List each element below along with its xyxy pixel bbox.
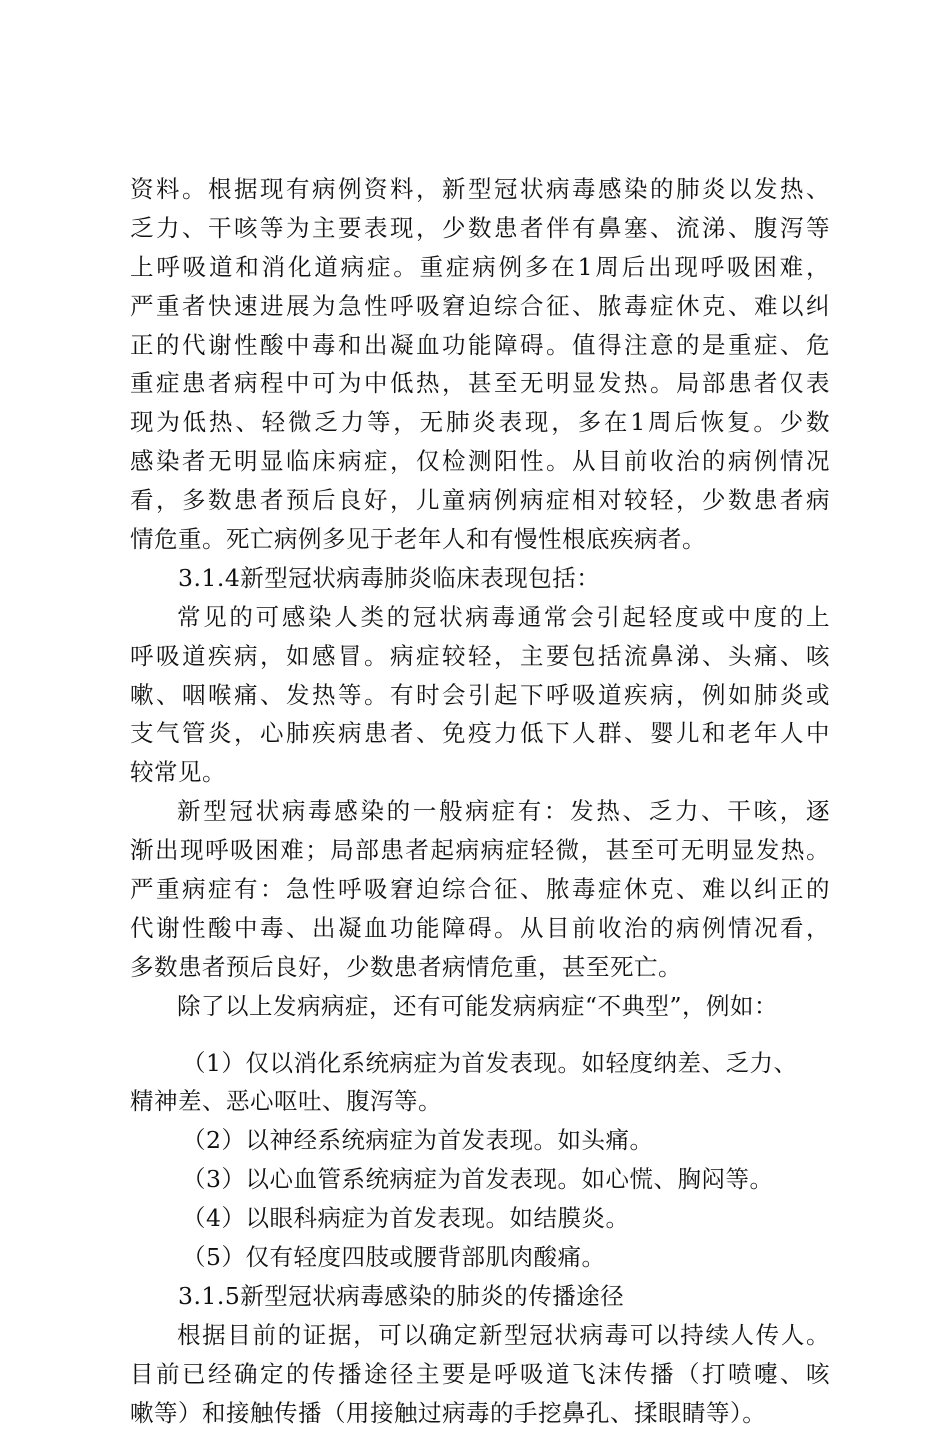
document-body (130, 170, 830, 1433)
text-line: 资料。根据现有病例资料，新型冠状病毒感染的肺炎以发热、 (130, 175, 830, 203)
text-line: 正的代谢性酸中毒和出凝血功能障碍。值得注意的是重症、危 (130, 330, 830, 359)
text-line: 多数患者预后良好，少数患者病情危重，甚至死亡。 (130, 952, 682, 981)
text-line: 呼吸道疾病，如感冒。病症较轻，主要包括流鼻涕、头痛、咳 (130, 641, 830, 670)
text-line: 支气管炎，心肺疾病患者、免疫力低下人群、婴儿和老年人中 (130, 719, 830, 748)
text-line: 严重者快速进展为急性呼吸窘迫综合征、脓毒症休克、难以纠 (130, 291, 830, 320)
list-item: （1）仅以消化系统病症为首发表现。如轻度纳差、乏力、 (182, 1048, 798, 1077)
text-line: 严重病症有：急性呼吸窘迫综合征、脓毒症休克、难以纠正的 (130, 875, 830, 904)
text-line: 目前已经确定的传播途径主要是呼吸道飞沫传播（打喷嚏、咳 (130, 1359, 830, 1388)
list-item: （3）以心血管系统病症为首发表现。如心慌、胸闷等。 (182, 1165, 774, 1194)
list-item: （4）以眼科病症为首发表现。如结膜炎。 (182, 1204, 630, 1233)
text-line: 嗽等）和接触传播（用接触过病毒的手挖鼻孔、揉眼睛等）。 (130, 1398, 767, 1427)
text-line: 上呼吸道和消化道病症。重症病例多在1周后出现呼吸困难， (130, 252, 830, 281)
section-heading: 3.1.5新型冠状病毒感染的肺炎的传播途径 (178, 1281, 625, 1310)
list-item: （5）仅有轻度四肢或腰背部肌肉酸痛。 (182, 1243, 606, 1272)
text-line: 代谢性酸中毒、出凝血功能障碍。从目前收治的病例情况看， (130, 913, 830, 942)
list-item: （2）以神经系统病症为首发表现。如头痛。 (182, 1126, 654, 1155)
text-line: 根据目前的证据，可以确定新型冠状病毒可以持续人传人。 (177, 1320, 830, 1349)
text-line: 看，多数患者预后良好，儿童病例病症相对较轻，少数患者病 (130, 486, 830, 515)
section-heading: 3.1.4新型冠状病毒肺炎临床表现包括： (178, 563, 601, 592)
text-line: 渐出现呼吸困难；局部患者起病病症轻微，甚至可无明显发热。 (130, 836, 830, 865)
text-line: 嗽、咽喉痛、发热等。有时会引起下呼吸道疾病，例如肺炎或 (130, 680, 830, 709)
text-line: 新型冠状病毒感染的一般病症有：发热、乏力、干咳，逐 (177, 797, 830, 826)
text-line: 乏力、干咳等为主要表现，少数患者伴有鼻塞、流涕、腹泻等 (130, 213, 830, 242)
text-line: 较常见。 (130, 758, 226, 787)
text-line: 情危重。死亡病例多见于老年人和有慢性根底疾病者。 (130, 525, 706, 554)
text-line: 感染者无明显临床病症，仅检测阳性。从目前收治的病例情况 (130, 447, 830, 476)
text-line: 除了以上发病病症，还有可能发病病症“不典型”，例如： (177, 991, 779, 1020)
list-item-continuation: 精神差、恶心呕吐、腹泻等。 (130, 1087, 442, 1116)
paragraph-gap (130, 1026, 830, 1044)
text-line: 常见的可感染人类的冠状病毒通常会引起轻度或中度的上 (177, 602, 830, 631)
text-line: 现为低热、轻微乏力等，无肺炎表现，多在1周后恢复。少数 (130, 408, 830, 437)
text-line: 重症患者病程中可为中低热，甚至无明显发热。局部患者仅表 (130, 369, 830, 398)
